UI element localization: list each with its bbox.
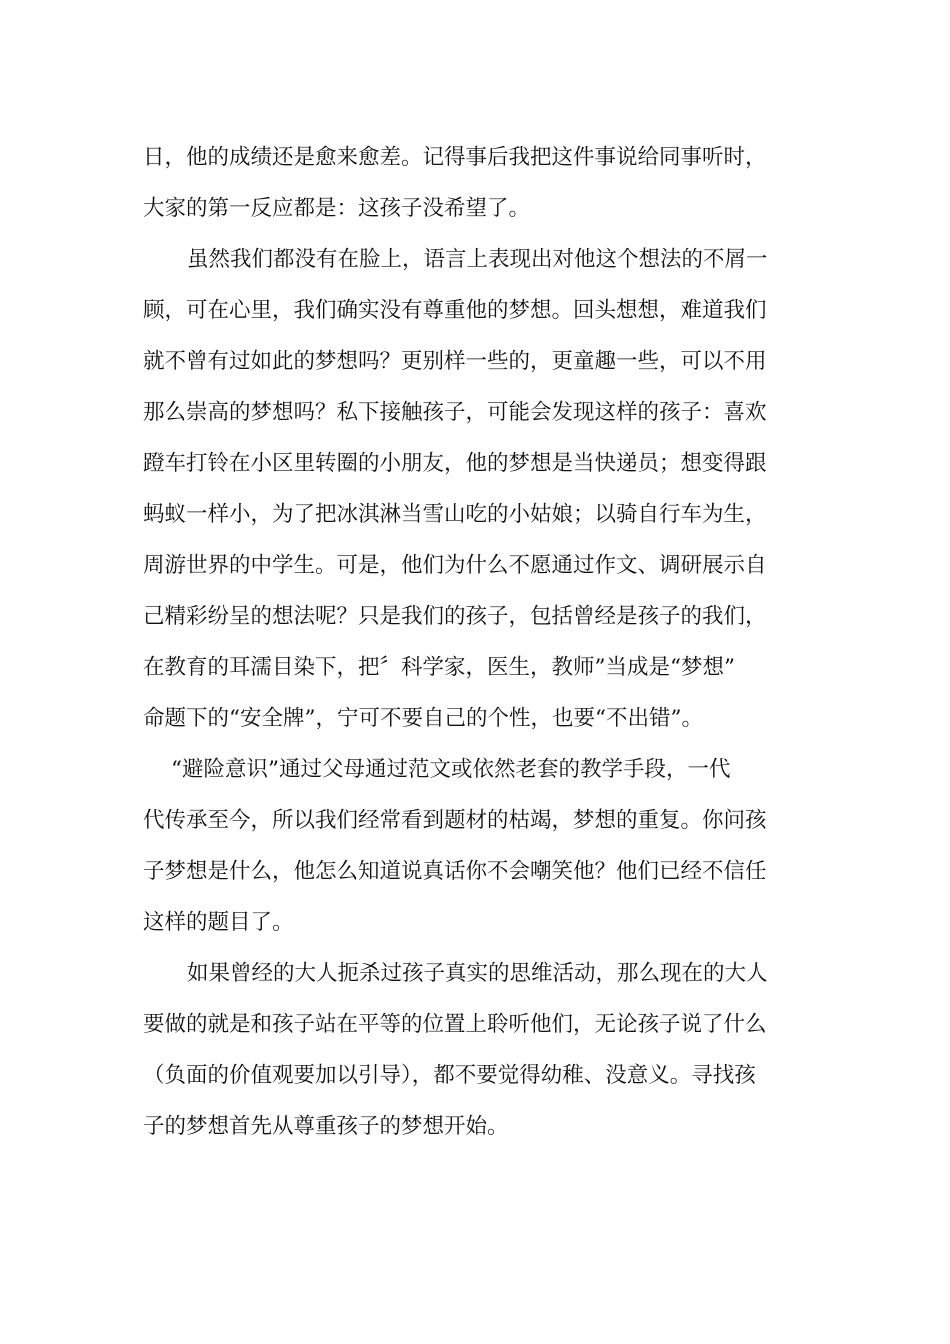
paragraph-line: 如果曾经的大人扼杀过孩子真实的思维活动，那么现在的大人	[187, 961, 768, 986]
paragraph-line: 命题下的“安全牌”，宁可不要自己的个性，也要“不出错”。	[143, 706, 703, 731]
paragraph-1	[143, 132, 807, 234]
paragraph-4	[143, 948, 807, 1152]
paragraph-line: 虽然我们都没有在脸上，语言上表现出对他这个想法的不屑一	[187, 247, 768, 272]
paragraph-line: 就不曾有过如此的梦想吗？更别样一些的，更童趣一些，可以不用	[143, 349, 767, 374]
paragraph-line: 子梦想是什么，他怎么知道说真话你不会嘲笑他？他们已经不信任	[143, 859, 767, 884]
paragraph-line: 在教育的耳濡目染下，把〞科学家，医生，教师”当成是“梦想”	[143, 655, 735, 680]
paragraph-2	[143, 234, 807, 744]
paragraph-line: “避险意识”通过父母通过范文或依然老套的教学手段，一代	[171, 757, 731, 782]
article-body	[143, 132, 807, 1152]
paragraph-line: 要做的就是和孩子站在平等的位置上聆听他们，无论孩子说了什么	[143, 1012, 767, 1037]
paragraph-line: 日，他的成绩还是愈来愈差。记得事后我把这件事说给同事听时，	[143, 145, 767, 170]
paragraph-line: 这样的题目了。	[143, 910, 294, 935]
paragraph-line: 周游世界的中学生。可是，他们为什么不愿通过作文、调研展示自	[143, 553, 767, 578]
paragraph-line: 顾，可在心里，我们确实没有尊重他的梦想。回头想想，难道我们	[143, 298, 767, 323]
paragraph-line: 蚂蚁一样小，为了把冰淇淋当雪山吃的小姑娘；以骑自行车为生，	[143, 502, 767, 527]
paragraph-line: 大家的第一反应都是：这孩子没希望了。	[143, 196, 531, 221]
paragraph-3	[143, 744, 807, 948]
paragraph-line: 己精彩纷呈的想法呢？只是我们的孩子，包括曾经是孩子的我们，	[143, 604, 767, 629]
paragraph-line: 代传承至今，所以我们经常看到题材的枯竭，梦想的重复。你问孩	[143, 808, 767, 833]
paragraph-line: 蹬车打铃在小区里转圈的小朋友，他的梦想是当快递员；想变得跟	[143, 451, 767, 476]
paragraph-line: 那么崇高的梦想吗？私下接触孩子，可能会发现这样的孩子：喜欢	[143, 400, 767, 425]
paragraph-line: 子的梦想首先从尊重孩子的梦想开始。	[143, 1114, 509, 1139]
paragraph-line: （负面的价值观要加以引导），都不要觉得幼稚、没意义。寻找孩	[143, 1063, 756, 1088]
